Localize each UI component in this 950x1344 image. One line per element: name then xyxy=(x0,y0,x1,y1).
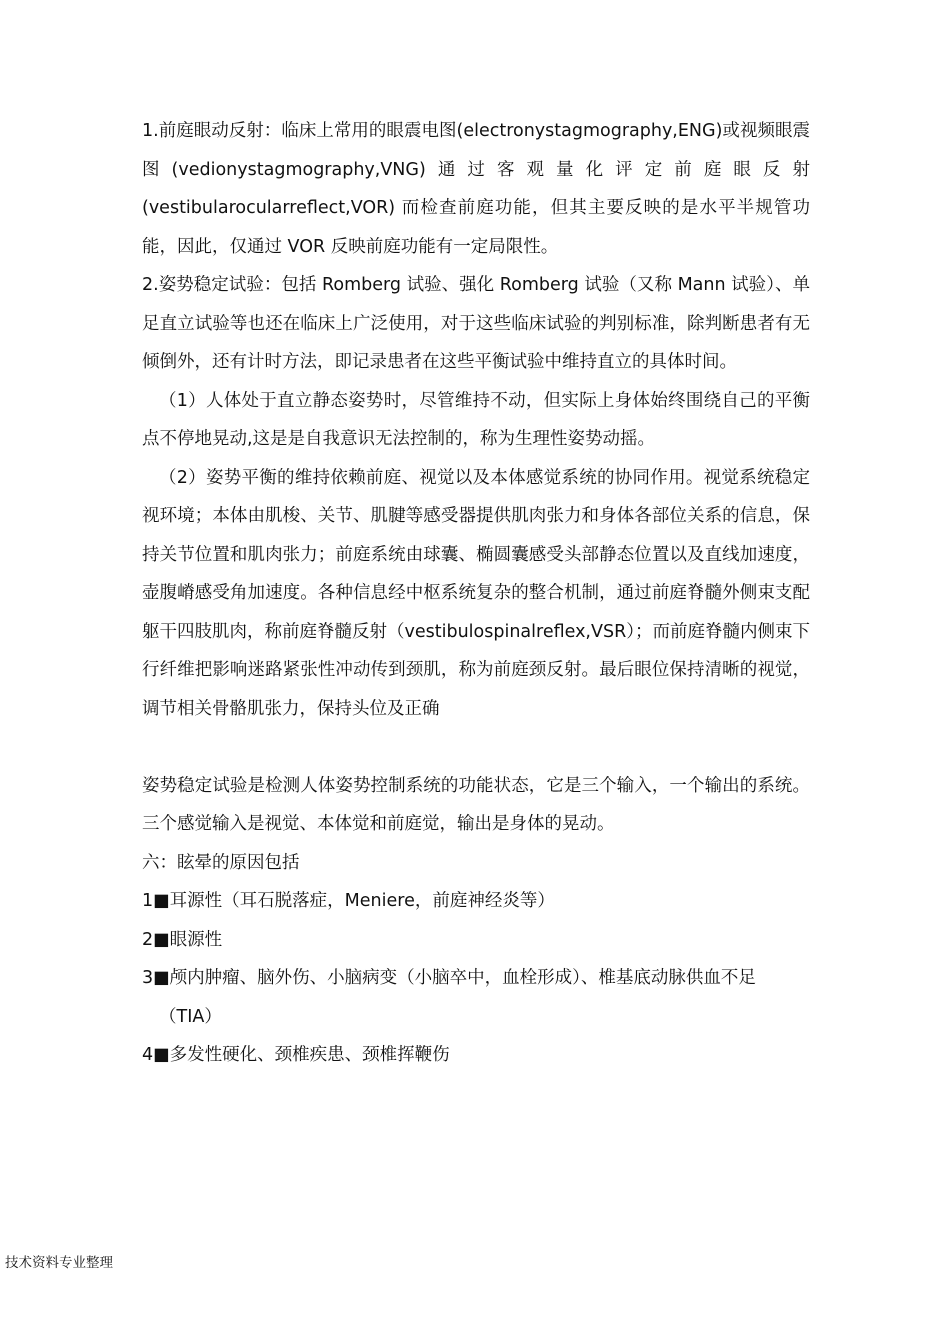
blank-line xyxy=(142,728,810,767)
paragraph-physiological-sway: （1）人体处于直立静态姿势时，尽管维持不动，但实际上身体始终围绕自己的平衡点不停地晃动,这是是自我意识无法控制的，称为生理性姿势动摇。 xyxy=(142,390,810,449)
paragraph-posture-test: 2.姿势稳定试验：包括 Romberg 试验、强化 Romberg 试验（又称 Mann 试验）、单足直立试验等也还在临床上广泛使用，对于这些临床试验的判别标准，除判断患者有无倾倒外，还有计时方法，即记录患者在这些平衡试验中维持直立的具体时间。 xyxy=(142,275,810,372)
list-item-tia: （TIA） xyxy=(159,1006,222,1027)
page-footer: 技术资料专业整理 xyxy=(5,1255,113,1271)
list-item-ocular: 2■眼源性 xyxy=(142,929,223,950)
list-item-intracranial: 3■颅内肿瘤、脑外伤、小脑病变（小脑卒中，血栓形成）、椎基底动脉供血不足 xyxy=(142,968,756,988)
heading-vertigo-causes: 六：眩晕的原因包括 xyxy=(142,852,300,873)
paragraph-posture-system: 姿势稳定试验是检测人体姿势控制系统的功能状态，它是三个输入，一个输出的系统。三个感觉输入是视觉、本体觉和前庭觉，输出是身体的晃动。 xyxy=(142,775,810,834)
list-item-otogenic: 1■耳源性（耳石脱落症，Meniere，前庭神经炎等） xyxy=(142,891,555,911)
paragraph-balance-maintenance: （2）姿势平衡的维持依赖前庭、视觉以及本体感觉系统的协同作用。视觉系统稳定视环境；本体由肌梭、关节、肌腱等感受器提供肌肉张力和身体各部位关系的信息，保持关节位置和肌肉张力；前庭系统由球囊、椭圆囊感受头部静态位置以及直线加速度，壶腹嵴感受角加速度。各种信息经中枢系统复杂的整合机制，通过前庭脊髓外侧束支配躯干四肢肌肉，称前庭脊髓反射（vestibulospinalreflex,VSR）；而前庭脊髓内侧束下行纤维把影响迷路紧张性冲动传到颈肌，称为前庭颈反射。最后眼位保持清晰的视觉，调节相关骨骼肌张力，保持头位及正确 xyxy=(142,467,810,719)
document-body xyxy=(142,112,810,1075)
paragraph-vor: 1.前庭眼动反射：临床上常用的眼震电图(electronystagmography,ENG)或视频眼震图(vedionystagmography,VNG)通过客观量化评定前庭眼反射(vestibularocularreflect,VOR) 而检查前庭功能，但其主要反映的是水平半规管功能，因此，仅通过 VOR 反映前庭功能有一定局限性。 xyxy=(142,121,810,257)
list-item-multiple-sclerosis: 4■多发性硬化、颈椎疾患、颈椎挥鞭伤 xyxy=(142,1045,450,1065)
